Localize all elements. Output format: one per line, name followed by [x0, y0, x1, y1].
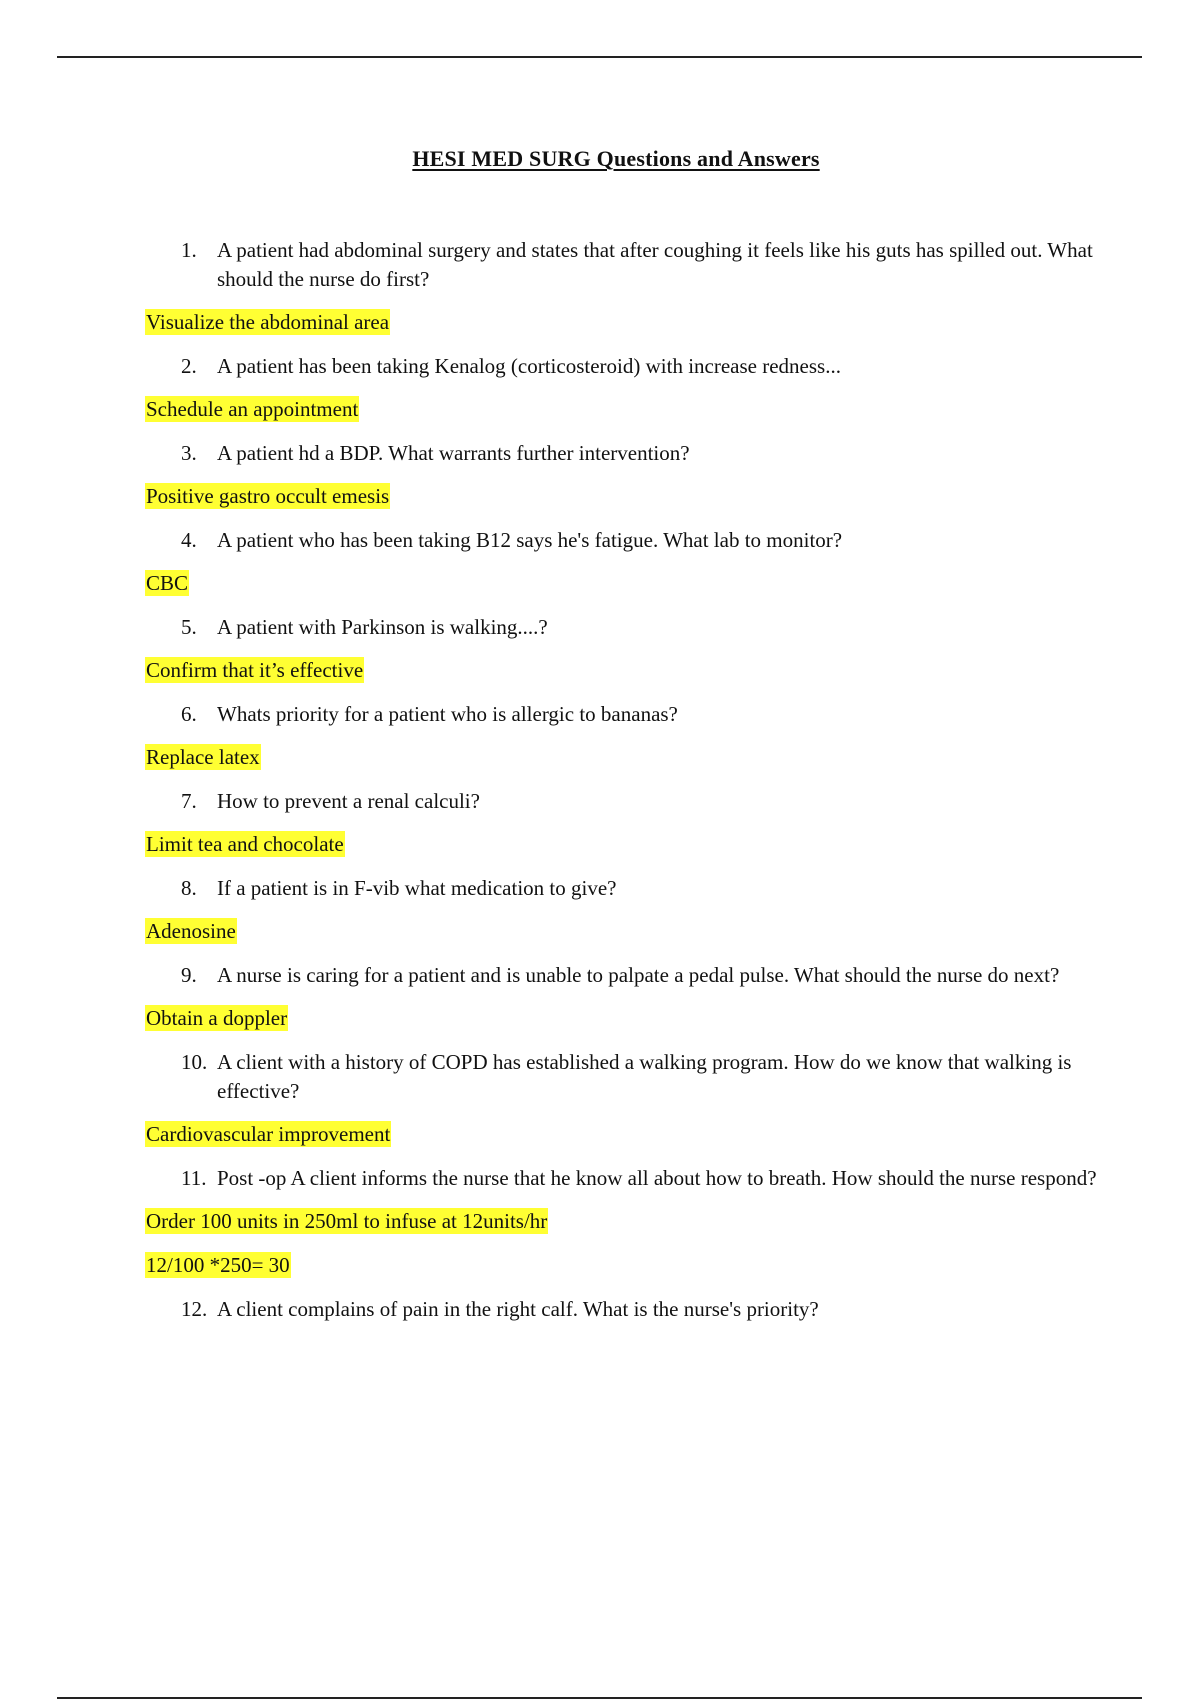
- answer-item: [145, 395, 1105, 424]
- question-number: 2.: [181, 354, 197, 378]
- highlighted-answer: Obtain a doppler: [146, 1006, 288, 1030]
- question-number: 7.: [181, 789, 197, 813]
- highlighted-answer: Order 100 units in 250ml to infuse at 12units/hr: [146, 1209, 548, 1233]
- highlighted-answer: CBC: [146, 571, 189, 595]
- question-item: [181, 700, 1105, 729]
- question-text: A patient had abdominal surgery and states that after coughing it feels like his guts has spilled out. What should the nurse do first?: [217, 238, 1093, 291]
- question-text: A patient hd a BDP. What warrants further intervention?: [217, 441, 690, 465]
- question-number: 11.: [181, 1166, 207, 1190]
- question-item: [181, 1295, 1105, 1324]
- question-item: [181, 526, 1105, 555]
- highlighted-answer: Limit tea and chocolate: [146, 832, 344, 856]
- question-item: [181, 236, 1105, 294]
- highlighted-answer: Confirm that it’s effective: [146, 658, 364, 682]
- question-text: A client with a history of COPD has established a walking program. How do we know that walking is effective?: [217, 1050, 1072, 1103]
- question-item: [181, 1048, 1105, 1106]
- answer-item: [145, 743, 1105, 772]
- question-text: A patient who has been taking B12 says he's fatigue. What lab to monitor?: [217, 528, 843, 552]
- question-number: 12.: [181, 1297, 208, 1321]
- question-text: If a patient is in F-vib what medication to give?: [217, 876, 617, 900]
- question-item: [181, 961, 1105, 990]
- question-number: 9.: [181, 963, 197, 987]
- question-text: A patient has been taking Kenalog (corticosteroid) with increase redness...: [217, 354, 841, 378]
- answer-item: [145, 656, 1105, 685]
- question-number: 10.: [181, 1050, 208, 1074]
- question-number: 5.: [181, 615, 197, 639]
- answer-item: [145, 569, 1105, 598]
- highlighted-answer: Schedule an appointment: [146, 397, 359, 421]
- answer-item: [145, 830, 1105, 859]
- question-number: 6.: [181, 702, 197, 726]
- question-text: Whats priority for a patient who is allergic to bananas?: [217, 702, 678, 726]
- answer-item: [145, 1251, 1105, 1280]
- question-item: [181, 439, 1105, 468]
- question-text: A patient with Parkinson is walking....?: [217, 615, 548, 639]
- answer-item: [145, 1004, 1105, 1033]
- highlighted-answer: Replace latex: [146, 745, 260, 769]
- answer-item: [145, 917, 1105, 946]
- highlighted-answer: Visualize the abdominal area: [146, 310, 390, 334]
- question-item: [181, 352, 1105, 381]
- question-text: A nurse is caring for a patient and is unable to palpate a pedal pulse. What should the nurse do next?: [217, 963, 1060, 987]
- answer-item: [145, 1120, 1105, 1149]
- question-number: 8.: [181, 876, 197, 900]
- answer-item: [145, 1207, 1105, 1236]
- qa-list: [145, 236, 1105, 1338]
- top-rule: [57, 56, 1142, 58]
- question-text: A client complains of pain in the right calf. What is the nurse's priority?: [217, 1297, 819, 1321]
- bottom-rule: [57, 1697, 1142, 1699]
- question-item: [181, 787, 1105, 816]
- highlighted-answer: Positive gastro occult emesis: [146, 484, 390, 508]
- question-item: [181, 1164, 1105, 1193]
- question-number: 1.: [181, 238, 197, 262]
- question-number: 4.: [181, 528, 197, 552]
- question-item: [181, 613, 1105, 642]
- highlighted-answer: 12/100 *250= 30: [146, 1253, 290, 1277]
- answer-item: [145, 308, 1105, 337]
- document-title: HESI MED SURG Questions and Answers: [412, 146, 820, 171]
- question-text: How to prevent a renal calculi?: [217, 789, 480, 813]
- question-text: Post -op A client informs the nurse that he know all about how to breath. How should the nurse respond?: [217, 1166, 1097, 1190]
- question-number: 3.: [181, 441, 197, 465]
- answer-item: [145, 482, 1105, 511]
- highlighted-answer: Cardiovascular improvement: [146, 1122, 391, 1146]
- highlighted-answer: Adenosine: [146, 919, 236, 943]
- question-item: [181, 874, 1105, 903]
